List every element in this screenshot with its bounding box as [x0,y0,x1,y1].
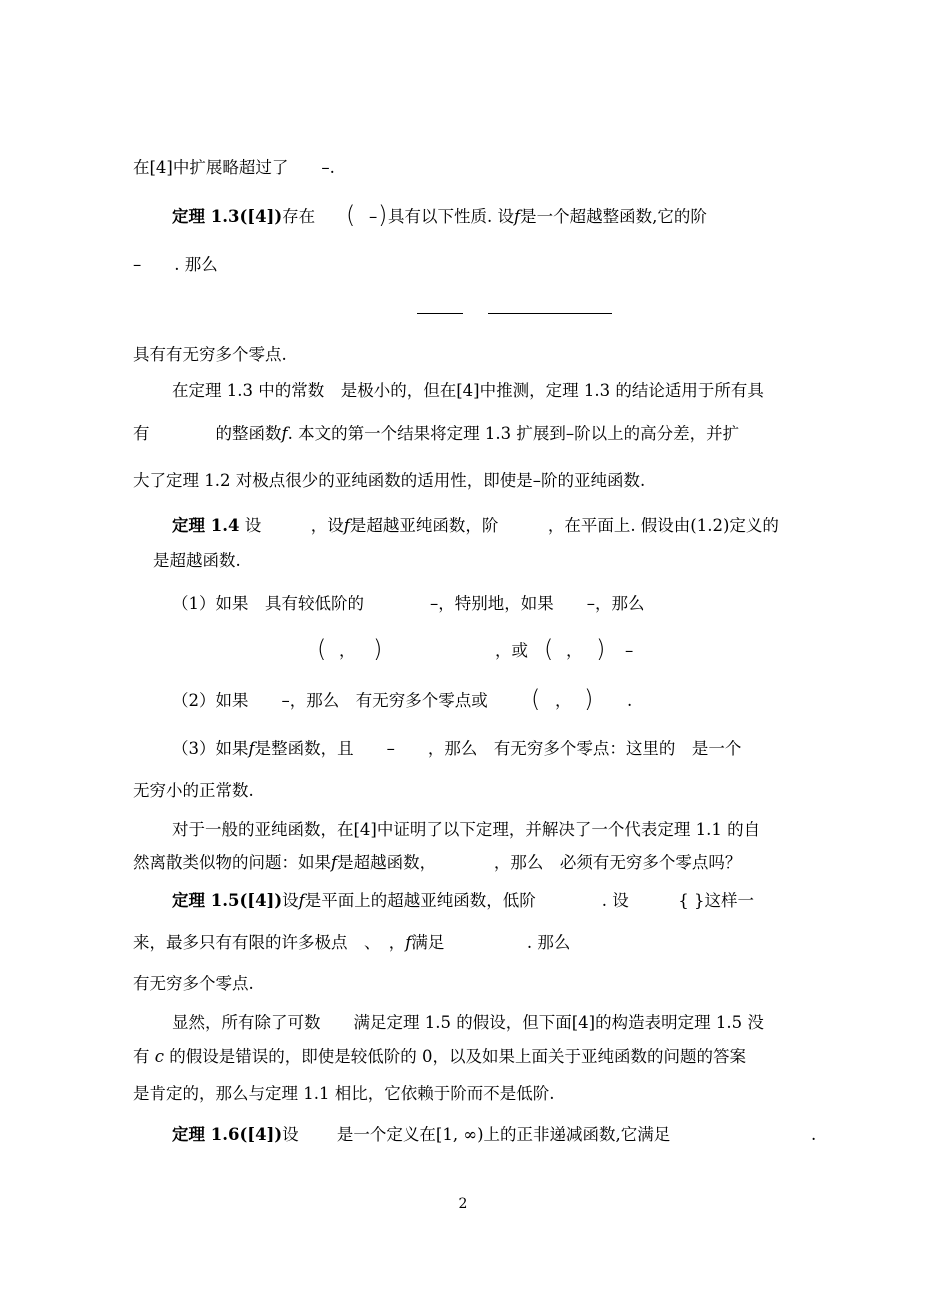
theorem-1-6-end-dot: . [811,1125,817,1144]
case2-rparen: ) [584,685,594,713]
theorem-1-4-case-1: （1）如果 具有较低阶的 –，特别地，如果 –，那么 [172,594,645,613]
t13-text-a: 存在 [282,207,316,226]
theorem-1-4-case-2: （2）如果 –，那么 有无穷多个零点或 [172,691,488,710]
theorem-1-3-label: 定理 1.3([4]) [172,207,283,226]
theorem-1-4-case-3: （3）如果f是整函数，且 – ，那么 有无穷多个零点：这里的 是一个 [172,739,742,758]
case2-lparen: ( [531,685,541,713]
var-f: f [331,853,338,872]
var-f: f [248,739,255,758]
case1b-lparen: ( [544,635,554,663]
var-c: c [154,1047,164,1066]
var-f: f [514,207,521,226]
paragraph-4-line-3: 是肯定的，那么与定理 1.1 相比，它依赖于阶而不是低阶. [133,1084,555,1103]
theorem-1-4-case-3-cont: 无穷小的正常数. [133,781,254,800]
theorem-1-6-label: 定理 1.6([4]) [172,1125,283,1144]
theorem-1-4-line-1: 定理 1.4 设 ，设f是超越亚纯函数，阶 ，在平面上. 假设由(1.2)定义的 [172,516,779,535]
paragraph-2-line-1: 在定理 1.3 中的常数 是极小的，但在[4]中推测，定理 1.3 的结论适用于所有具 [172,381,764,400]
case1-lparen: ( [317,635,327,663]
case1-rparen: ) [373,635,383,663]
case1b-rparen: ) [596,635,606,663]
case1b-comma: ， [566,641,583,660]
var-f: f [298,891,305,910]
formula-dash: – [369,207,378,226]
paragraph-2-line-3: 大了定理 1.2 对极点很少的亚纯函数的适用性，即使是–阶的亚纯函数. [133,471,646,490]
theorem-1-6-line-1: 定理 1.6([4])设 是一个定义在[1, ∞)上的正非递减函数,它满足 [172,1125,671,1144]
case1b-dash: – [625,641,634,660]
t13-text-b: 具有以下性质. 设f是一个超越整函数,它的阶 [388,207,707,226]
case2-dot: . [627,691,633,710]
paragraph-line-1: 在[4]中扩展略超过了 –. [133,158,335,177]
var-f: f [343,516,350,535]
theorem-1-4-line-2: 是超越函数. [153,551,241,570]
formula-fraction-bar-1 [417,313,463,314]
paragraph-2-line-2: 有 的整函数f. 本文的第一个结果将定理 1.3 扩展到–阶以上的高分差，并扩 [133,424,740,443]
theorem-1-4-label: 定理 1.4 [172,516,240,535]
theorem-1-3-conclusion: 具有有无穷多个零点. [133,345,287,364]
paragraph-4-line-2: 有 c 的假设是错误的，即使是较低阶的 0，以及如果上面关于亚纯函数的问题的答案 [133,1047,746,1066]
var-f: f [281,424,288,443]
case1-or: ，或 [495,641,528,660]
formula-rparen: ) [378,201,388,229]
paragraph-3-line-1: 对于一般的亚纯函数，在[4]中证明了以下定理，并解决了一个代表定理 1.1 的自 [172,820,761,839]
case2-comma: ， [555,691,572,710]
theorem-1-3-line-2: – . 那么 [133,255,218,274]
case1-comma: ， [339,641,356,660]
formula-fraction-bar-2 [488,313,612,314]
theorem-1-3-line-1 [172,207,315,227]
theorem-1-5-line-2: 来，最多只有有限的许多极点 、 ，f满足 . 那么 [133,933,571,952]
theorem-1-5-label: 定理 1.5([4]) [172,891,283,910]
var-f: f [405,933,412,952]
theorem-1-5-line-1: 定理 1.5([4])设f是平面上的超越亚纯函数，低阶 . 设 { }这样一 [172,891,755,910]
theorem-1-5-conclusion: 有无穷多个零点. [133,974,254,993]
page-number: 2 [458,1196,468,1212]
formula-lparen: ( [346,201,356,229]
paragraph-4-line-1: 显然，所有除了可数 满足定理 1.5 的假设，但下面[4]的构造表明定理 1.5 没 [172,1013,764,1032]
paragraph-3-line-2: 然离散类似物的问题：如果f是超越函数， ，那么 必须有无穷多个零点吗？ [133,853,742,872]
